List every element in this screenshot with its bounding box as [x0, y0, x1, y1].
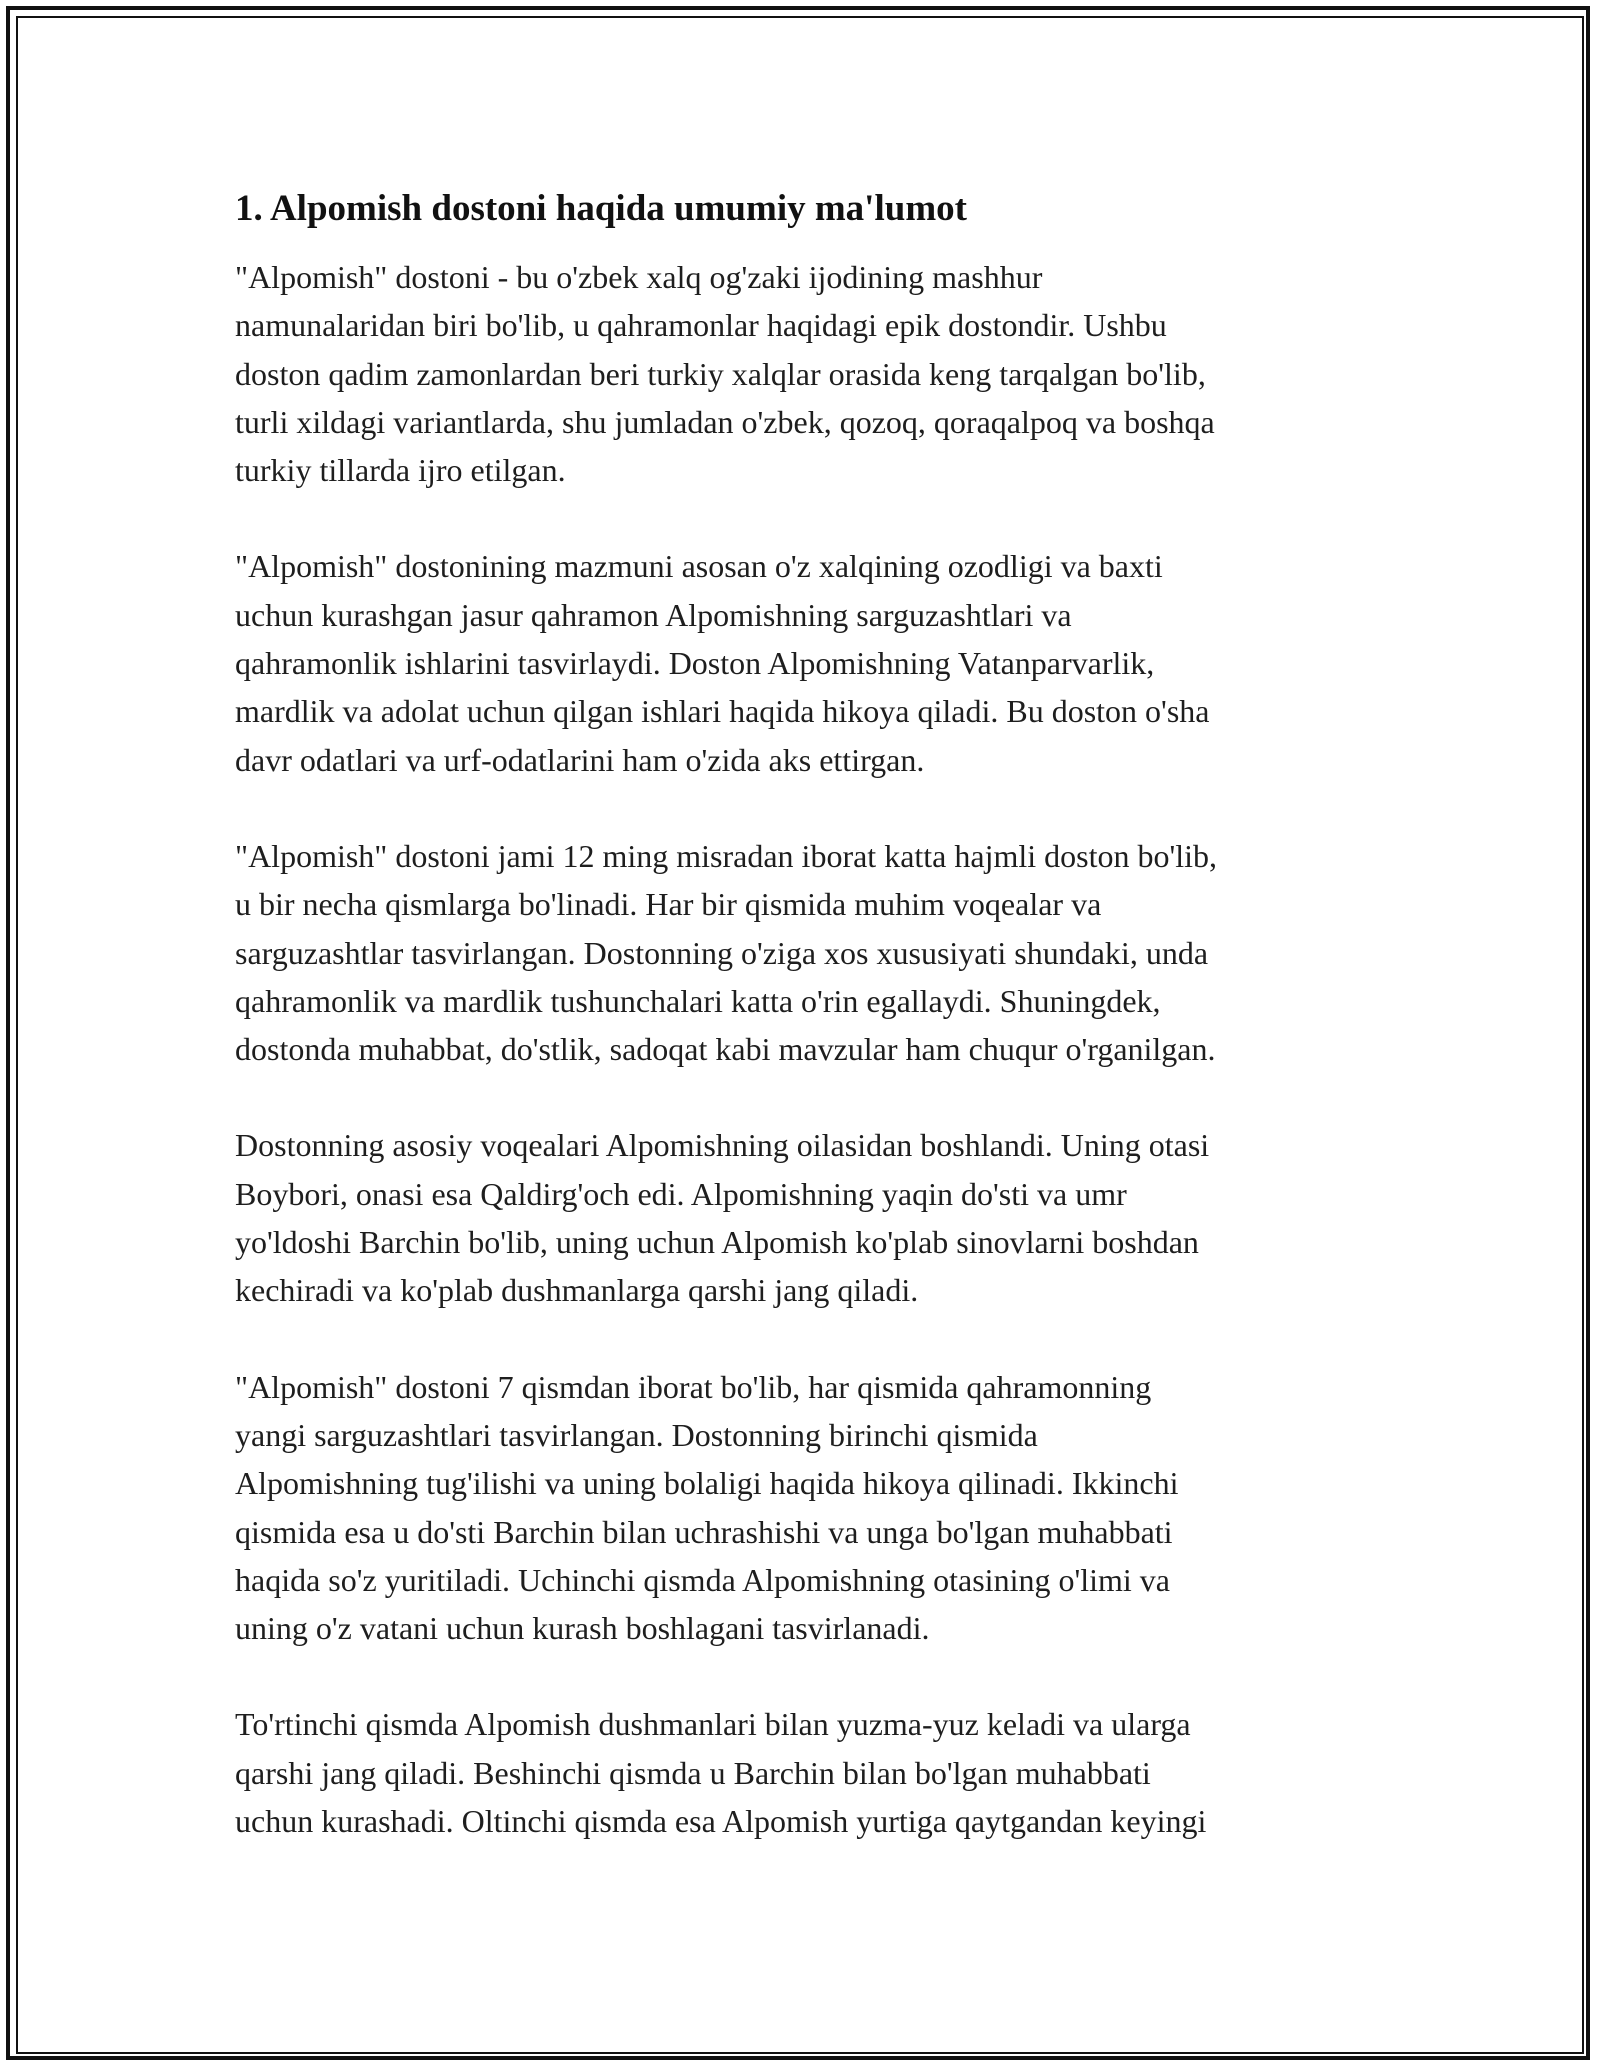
paragraph-line: yangi sarguzashtlari tasvirlangan. Dostonning birinchi qismida [235, 1416, 1038, 1453]
paragraph-3 [235, 832, 1375, 1073]
paragraph-line: Boybori, onasi esa Qaldirg'och edi. Alpomishning yaqin do'sti va umr [235, 1175, 1127, 1212]
paragraph-line: qismida esa u do'sti Barchin bilan uchrashishi va unga bo'lgan muhabbati [235, 1513, 1173, 1550]
paragraph-4 [235, 1121, 1375, 1314]
paragraph-line: sarguzashtlar tasvirlangan. Dostonning o'ziga xos xususiyati shundaki, unda [235, 934, 1209, 971]
paragraph-6 [235, 1700, 1375, 1845]
paragraph-line: uning o'z vatani uchun kurash boshlagani tasvirlanadi. [235, 1610, 930, 1647]
paragraph-line: Dostonning asosiy voqealari Alpomishning oilasidan boshlandi. Uning otasi [235, 1127, 1210, 1164]
paragraph-line: Alpomishning tug'ilishi va uning bolaligi haqida hikoya qilinadi. Ikkinchi [235, 1465, 1179, 1502]
paragraph-1 [235, 253, 1375, 494]
paragraph-line: "Alpomish" dostonining mazmuni asosan o'z xalqining ozodligi va baxti [235, 548, 1163, 585]
paragraph-line: haqida so'z yuritiladi. Uchinchi qismda Alpomishning otasining o'limi va [235, 1561, 1170, 1598]
paragraph-line: u bir necha qismlarga bo'linadi. Har bir qismida muhim voqealar va [235, 886, 1102, 923]
paragraph-line: qahramonlik ishlarini tasvirlaydi. Doston Alpomishning Vatanparvarlik, [235, 645, 1155, 682]
section-heading: 1. Alpomish dostoni haqida umumiy ma'lumot [235, 188, 967, 229]
paragraph-line: turli xildagi variantlarda, shu jumladan o'zbek, qozoq, qoraqalpoq va boshqa [235, 403, 1215, 440]
paragraph-line: "Alpomish" dostoni - bu o'zbek xalq og'zaki ijodining mashhur [235, 259, 1043, 295]
paragraph-line: qahramonlik va mardlik tushunchalari katta o'rin egallaydi. Shuningdek, [235, 982, 1161, 1019]
paragraph-line: namunalaridan biri bo'lib, u qahramonlar haqidagi epik dostondir. Ushbu [235, 307, 1167, 344]
paragraph-line: kechiradi va ko'plab dushmanlarga qarshi jang qiladi. [235, 1272, 919, 1309]
paragraph-line: doston qadim zamonlardan beri turkiy xalqlar orasida keng tarqalgan bo'lib, [235, 355, 1206, 392]
paragraph-line: davr odatlari va urf-odatlarini ham o'zida aks ettirgan. [235, 741, 925, 778]
paragraph-line: To'rtinchi qismda Alpomish dushmanlari bilan yuzma-yuz keladi va ularga [235, 1706, 1191, 1743]
paragraph-line: yo'ldoshi Barchin bo'lib, uning uchun Alpomish ko'plab sinovlarni boshdan [235, 1224, 1199, 1261]
paragraph-line: uchun kurashgan jasur qahramon Alpomishning sarguzashtlari va [235, 596, 1072, 633]
paragraph-line: "Alpomish" dostoni jami 12 ming misradan iborat katta hajmli doston bo'lib, [235, 837, 1218, 874]
paragraph-line: "Alpomish" dostoni 7 qismdan iborat bo'lib, har qismida qahramonning [235, 1368, 1152, 1405]
paragraph-2 [235, 542, 1375, 783]
paragraph-line: turkiy tillarda ijro etilgan. [235, 452, 566, 489]
paragraph-line: uchun kurashadi. Oltinchi qismda esa Alpomish yurtiga qaytgandan keyingi [235, 1803, 1207, 1840]
paragraph-line: dostonda muhabbat, do'stlik, sadoqat kabi mavzular ham chuqur o'rganilgan. [235, 1031, 1216, 1068]
document-body [235, 185, 1375, 1893]
paragraph-5 [235, 1363, 1375, 1653]
paragraph-line: mardlik va adolat uchun qilgan ishlari haqida hikoya qiladi. Bu doston o'sha [235, 693, 1210, 730]
paragraph-line: qarshi jang qiladi. Beshinchi qismda u Barchin bilan bo'lgan muhabbati [235, 1754, 1151, 1791]
